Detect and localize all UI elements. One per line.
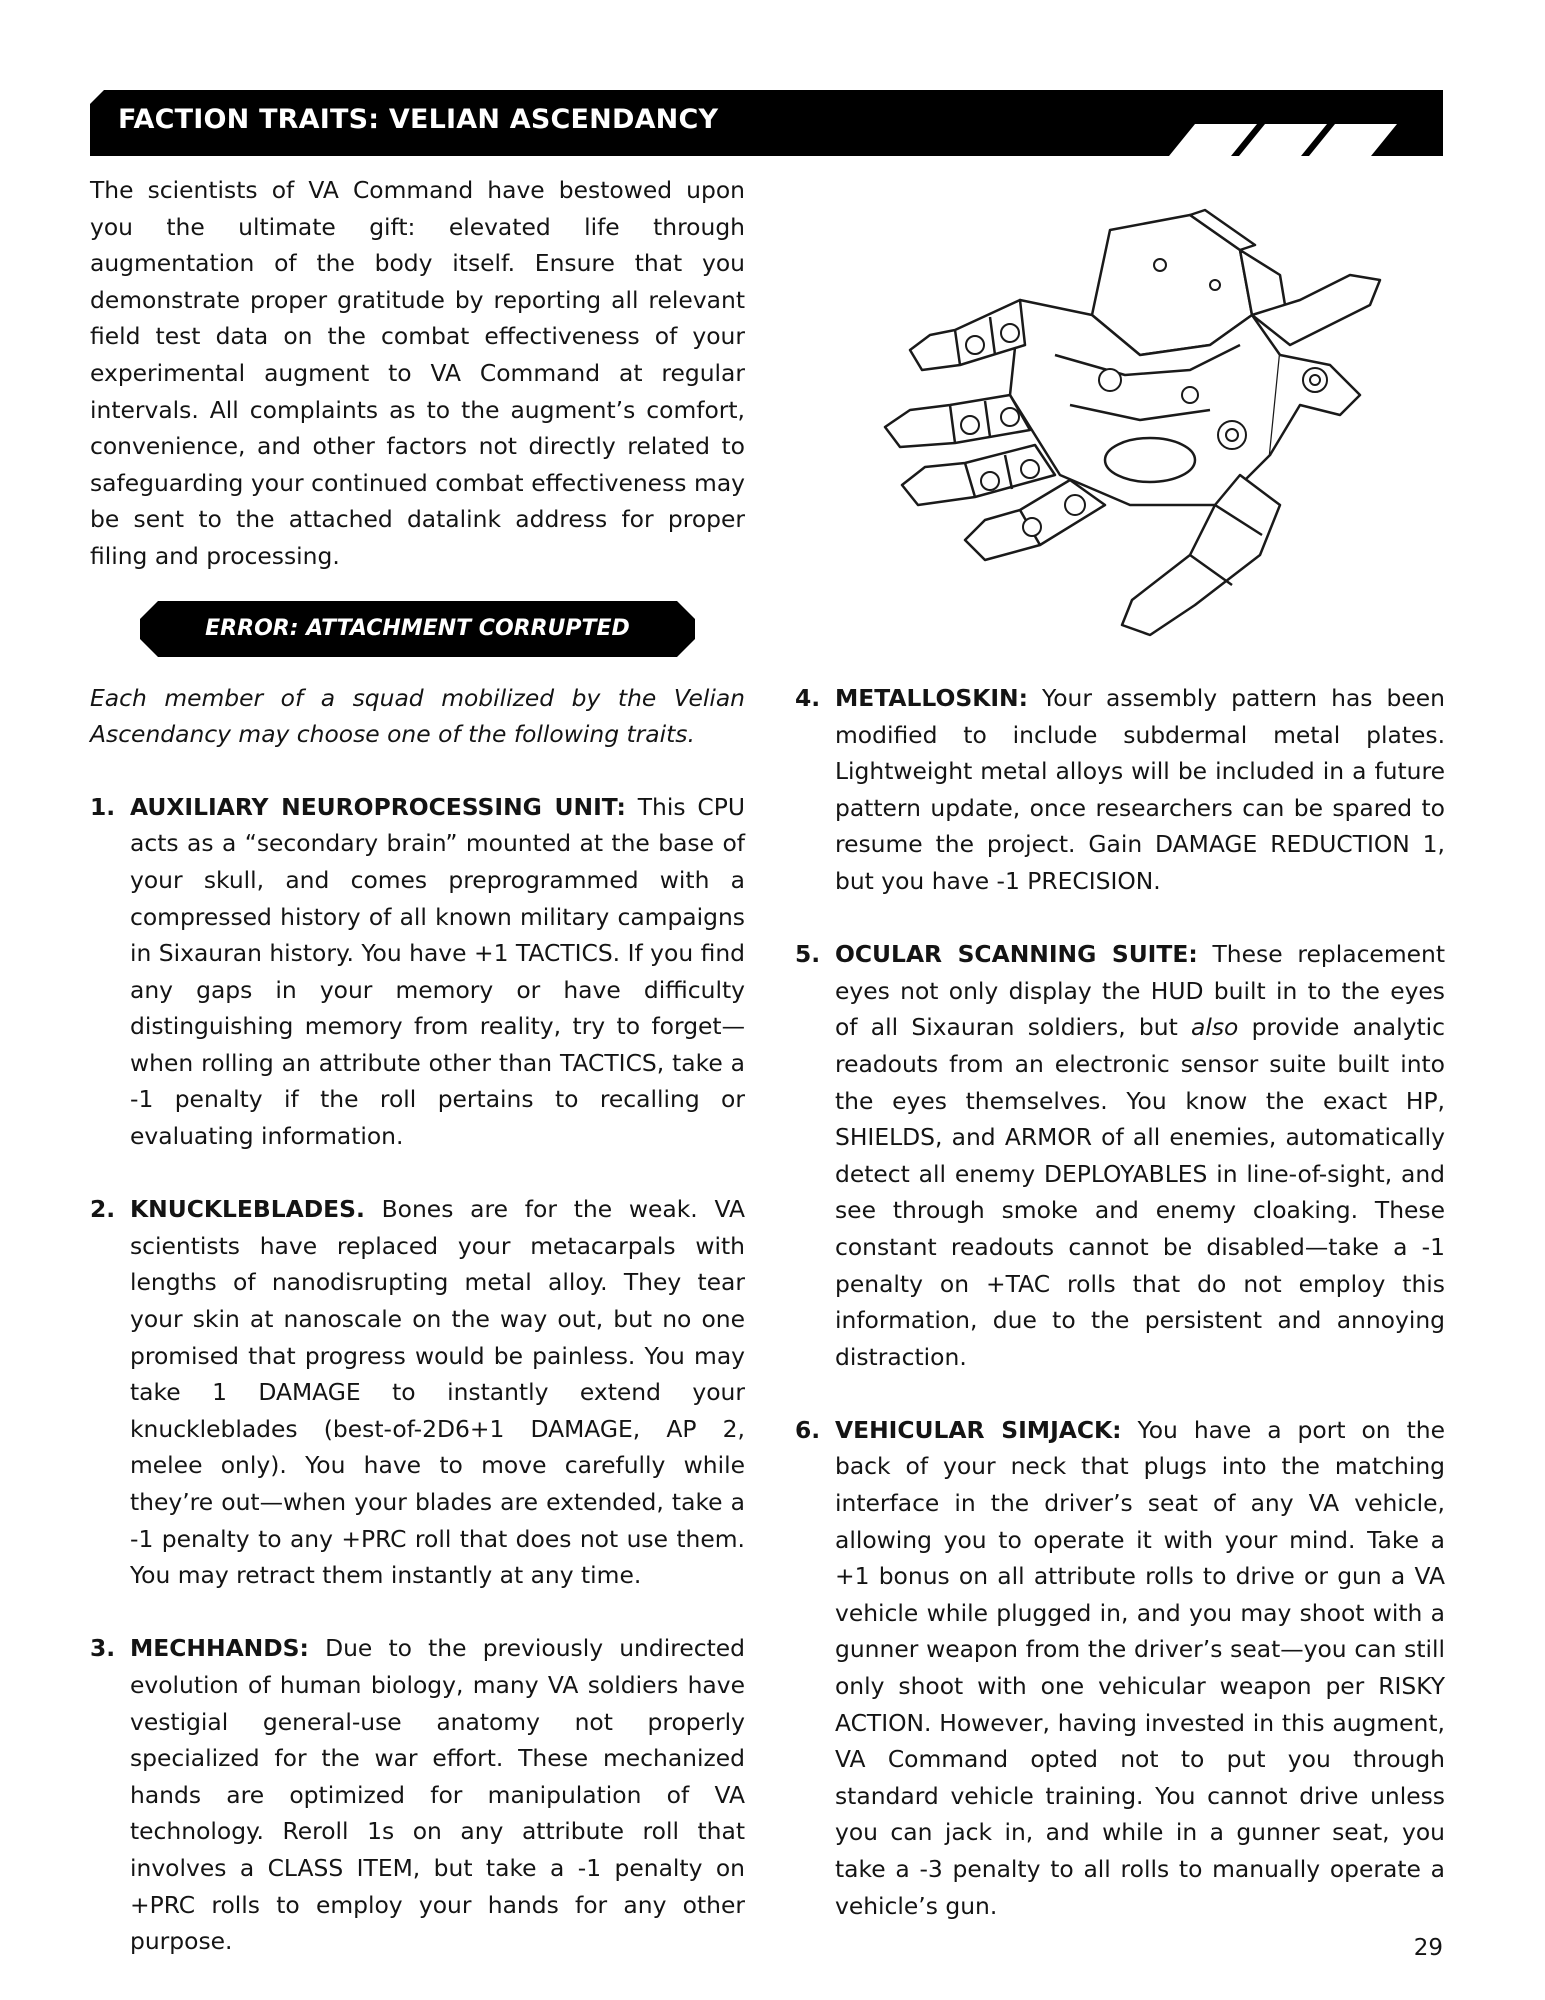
trait-item: [90, 789, 745, 1155]
trait-number: 3.: [90, 1634, 116, 1663]
lead-paragraph: Each member of a squad mobilized by the Velian Ascendancy may choose one of the following traits.: [90, 683, 745, 749]
trait-item: [795, 936, 1445, 1375]
trait-text: Your assembly pattern has been modified to include subdermal metal plates. Lightweight metal alloys will be included in a future pattern update, once researchers can be spared to resume the project. Gain DAMAGE REDUCTION 1, but you have -1 PRECISION.: [835, 684, 1445, 895]
page-number: 29: [1413, 1935, 1443, 1961]
trait-item: [90, 1630, 745, 1959]
trait-text: You have a port on the back of your neck that plugs into the matching interface in the driver’s seat of any VA vehicle, allowing you to operate it with your mind. Take a +1 bonus on all attribute rolls to drive or gun a VA vehicle while plugged in, and you may shoot with a gunner weapon from the driver’s seat—you can still only shoot with one vehicular weapon per RISKY ACTION. However, having invested in this augment, VA Command opted not to put you through standard vehicle training. You cannot drive unless you can jack in, and while in a gunner seat, you take a -3 penalty to all rolls to manually operate a vehicle’s gun.: [835, 1415, 1446, 1920]
trait-text: provide analytic readouts from an electronic sensor suite built into the eyes themselves. You know the exact HP, SHIELDS, and ARMOR of all enemies, automatically detect all enemy DEPLOYABLES in line-of-sight, and see through smoke and enemy cloaking. These constant readouts cannot be disabled—take a -1 penalty on +TAC rolls that do not employ this information, due to the persistent and annoying distraction.: [835, 1013, 1445, 1371]
trait-title: AUXILIARY NEUROPROCESSING UNIT:: [130, 792, 626, 821]
trait-text-emphasis: also: [1190, 1013, 1239, 1042]
trait-number: 5.: [795, 940, 821, 969]
trait-title: METALLOSKIN:: [835, 684, 1028, 712]
trait-number: 4.: [795, 684, 821, 712]
error-banner: [140, 601, 695, 657]
right-column: [795, 680, 1445, 1961]
trait-item: [90, 1191, 745, 1594]
intro-paragraph: The scientists of VA Command have bestowed upon you the ultimate gift: elevated life through augmentation of the body itself. Ensure that you demonstrate proper gratitude by reporting all relevant field test data on the combat effectiveness of your experimental augment to VA Command at regular intervals. All complaints as to the augment’s comfort, convenience, and other factors not directly related to safeguarding your continued combat effectiveness may be sent to the attached datalink address for proper filing and processing.: [90, 176, 745, 570]
trait-item: [795, 680, 1445, 900]
error-banner-label: ERROR: ATTACHMENT CORRUPTED: [205, 615, 630, 641]
trait-item: [795, 1412, 1445, 1924]
trait-list-left: [90, 789, 745, 1960]
mechanical-hand-illustration: [860, 205, 1420, 650]
trait-title: VEHICULAR SIMJACK:: [835, 1415, 1122, 1444]
trait-title: OCULAR SCANNING SUITE:: [835, 940, 1198, 969]
page-title: FACTION TRAITS: VELIAN ASCENDANCY: [118, 104, 719, 135]
trait-text: Bones are for the weak. VA scientists have replaced your metacarpals with lengths of nanodisrupting metal alloy. They tear your skin at nanoscale on the way out, but no one promised that progress would be painless. You may take 1 DAMAGE to instantly extend your knuckleblades (best-of-2D6+1 DAMAGE, AP 2, melee only). You have to move carefully while they’re out—when your blades are extended, take a -1 penalty to any +PRC roll that does not use them. You may retract them instantly at any time.: [130, 1195, 745, 1590]
trait-title: MECHHANDS:: [130, 1634, 309, 1663]
trait-list-right: [795, 680, 1445, 1924]
trait-title: KNUCKLEBLADES.: [130, 1195, 365, 1224]
trait-text: This CPU acts as a “secondary brain” mounted at the base of your skull, and comes preprogrammed with a compressed history of all known military campaigns in Sixauran history. You have +1 TACTICS. If you find any gaps in your memory or have difficulty distinguishing memory from reality, try to forget—when rolling an attribute other than TACTICS, take a -1 penalty if the roll pertains to recalling or evaluating information.: [130, 792, 745, 1151]
trait-number: 6.: [795, 1415, 821, 1444]
section-header: [90, 90, 1443, 156]
trait-number: 2.: [90, 1195, 116, 1224]
trait-text: Due to the previously undirected evolution of human biology, many VA soldiers have vestigial general-use anatomy not properly specialized for the war effort. These mechanized hands are optimized for manipulation of VA technology. Reroll 1s on any attribute roll that involves a CLASS ITEM, but take a -1 penalty on +PRC rolls to employ your hands for any other purpose.: [130, 1634, 745, 1956]
trait-text: These replacement eyes not only display the HUD built in to the eyes of all Sixauran soldiers, but: [835, 940, 1445, 1042]
left-column: [90, 172, 745, 1996]
trait-number: 1.: [90, 792, 116, 821]
